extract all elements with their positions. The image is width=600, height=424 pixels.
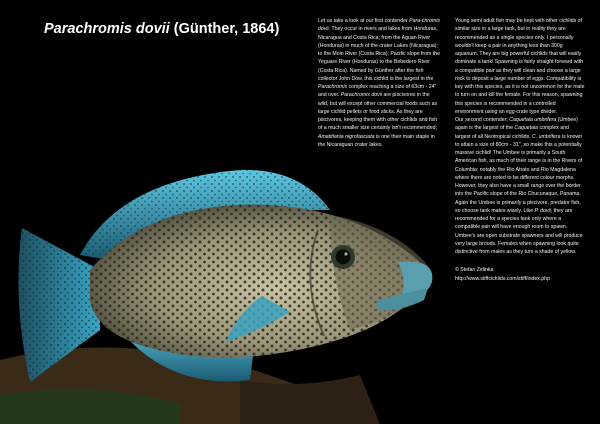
left-text-run: Parachromis dovii (340, 92, 383, 99)
paragraph-right-2 (455, 116, 585, 256)
right-text-run: Young semi adult fish may be kept with other cichlids of similar size in a large tank, but in reality they are recommended as a single species only. I personally wouldn't keep a pair in anything less than 300g aquarium. They are big powerful cichlids that will easily dominate a tank! Spawning is fairly straight forward with a compatible pair as they will clean and choose a large rock to deposit a large number of eggs. Compatibility is key with this species, as it is not uncommon for the male to turn on and kill the female. For this reason, spawning this species is recommended in a controlled environment using an egg-crate type divider. (455, 18, 585, 115)
photo-credit: © Stefan Zelinka http://www.stiffcichlids.com/stiff/index.php (455, 267, 550, 282)
left-text-run: Amatitlania nigrofasciata (318, 133, 375, 140)
paragraph-left (318, 17, 440, 149)
right-text-run: Caquetaia (514, 125, 539, 132)
left-text-run: . They occur in rivers and lakes from Honduras, Nicaragua and Costa Rica; from the Aguan River (Honduras) in much of the crater Lakes (Nicaragua); to the Moin River (Costa Rica); Pacific slope from the Yeguare River (Honduras) to the Bebedero River (Costa Rica). Named by Günther after the fish collector John Dow, this cichlid is the largest in the (318, 26, 440, 82)
right-text-run: , they are recommended for a species tank only where a compatible pair will have enough room to spawn. Umbee's are open substrate spawners and will produce very large broods. Females when spawning look quite distinctive from males as they turn a shade of yellow. (455, 207, 583, 255)
left-text-run: Parachromis (318, 84, 348, 90)
left-text-run: are piscivores in the wild, but will except other commercial foods such as large cichlid pellets or food sticks. As they are piscivores, keeping them with other cichlids and fish of a much smaller size certainly isn't recommended; (318, 92, 438, 132)
species-author: (Günther, 1864) (169, 21, 280, 37)
right-text-run: C. umbrifera (531, 133, 561, 140)
species-name: Parachromis dovii (44, 21, 170, 37)
left-text-run: Let us take a look at our first contender (318, 18, 410, 24)
right-text-run: (Umbee) again is the largest of the (455, 117, 578, 132)
text-column-left (318, 17, 440, 149)
right-text-run: is known to attain a size of 80cm - 31", so make this a potentially massive cichlid! The Umbee is primarily a South American fish, as much of their range is in the Rivers of Columbia; notably the Rio Atrato and Rio Magdalena where there are noted to be different colour morphs. However, they also have a small range over the border into the Pacific slope of the Rio Chucunaque, Panama. Again the Umbee is primarily a piscivore, predator fish, so choose tank mates wisely. Like (455, 133, 583, 214)
left-text-run: Para-chromis dovii (318, 18, 440, 33)
right-text-run: complex and largest of all Neotropical cichlids. (455, 125, 569, 140)
left-text-run: is one their main staple in the Nicaraguan crater lakes. (318, 133, 435, 148)
text-column-right (455, 17, 585, 283)
right-text-run: Caquetaia umbrifera (509, 117, 557, 123)
right-text-run: P. dovii (534, 207, 551, 214)
right-text-run: Our second contender; (455, 117, 510, 123)
paragraph-right-1 (455, 17, 585, 116)
left-text-run: complex reaching a size of 63cm - 24" and over. (318, 84, 437, 99)
article-title (44, 21, 279, 37)
